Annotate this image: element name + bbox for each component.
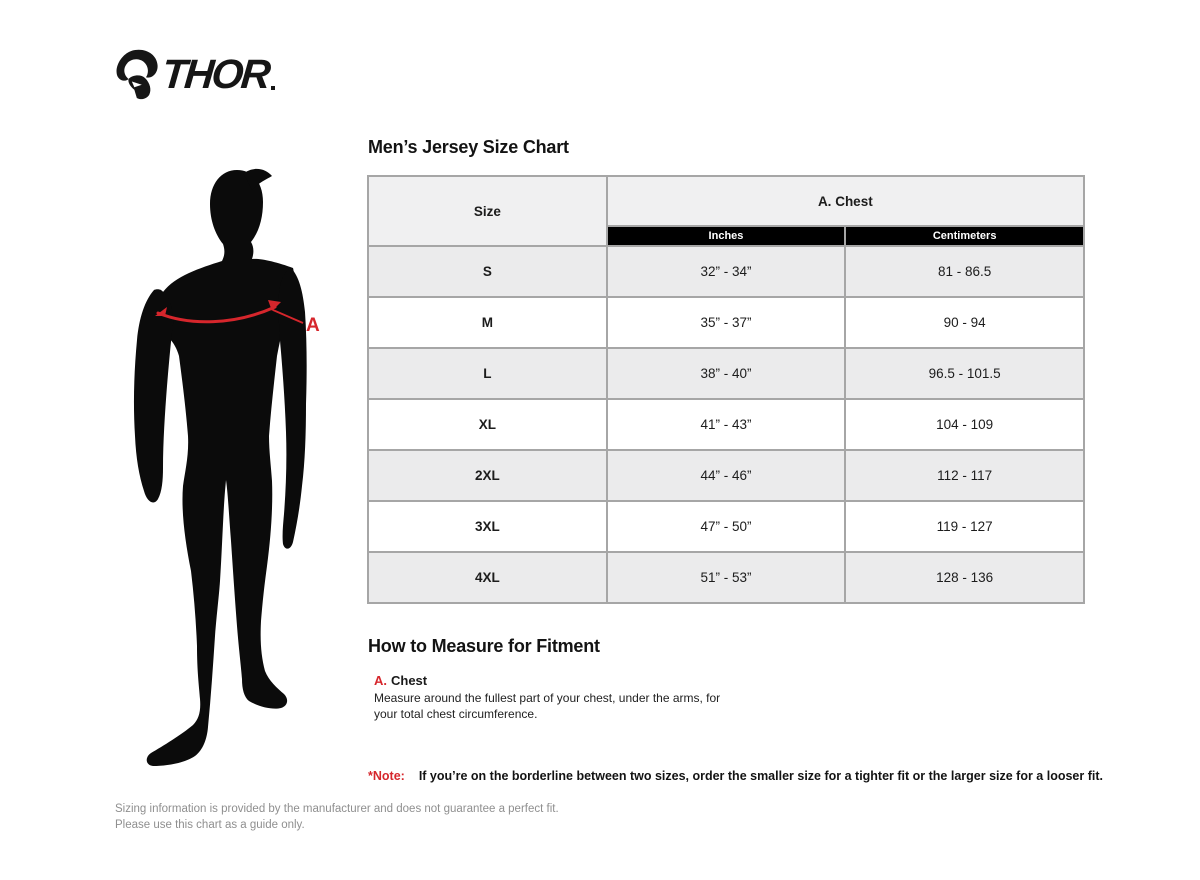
chest-group-header-cell: A. Chest [607,176,1084,226]
centimeters-unit-header: Centimeters [845,226,1084,246]
table-row-2xl [368,450,1084,501]
cm-cell: 81 - 86.5 [845,246,1084,297]
note-prefix: *Note: [368,769,405,783]
inches-unit-header: Inches [607,226,846,246]
table-row-4xl [368,552,1084,603]
size-cell: S [368,246,607,297]
size-cell: L [368,348,607,399]
measurement-label-a: A [306,315,320,336]
measure-key: A. [374,673,387,688]
size-chart-table [367,175,1085,604]
inches-cell: 47” - 50” [607,501,846,552]
table-row-xl [368,399,1084,450]
size-cell: M [368,297,607,348]
measure-description: Measure around the fullest part of your chest, under the arms, for your total chest circumference. [374,691,721,721]
size-cell: XL [368,399,607,450]
ram-head-icon [112,45,160,103]
size-chart-title: Men’s Jersey Size Chart [368,137,569,157]
size-cell: 3XL [368,501,607,552]
cm-cell: 96.5 - 101.5 [845,348,1084,399]
inches-cell: 44” - 46” [607,450,846,501]
disclaimer-line-1: Sizing information is provided by the manufacturer and does not guarantee a perfect fit. [115,803,559,815]
male-body-silhouette [105,150,335,790]
disclaimer [115,801,559,834]
inches-cell: 32” - 34” [607,246,846,297]
inches-cell: 51” - 53” [607,552,846,603]
table-row-s [368,246,1084,297]
size-header-cell: Size [368,176,607,246]
logo-wordmark: THOR [160,50,271,97]
logo-trademark-dot [271,86,275,90]
table-row-3xl [368,501,1084,552]
note-text: If you’re on the borderline between two sizes, order the smaller size for a tighter fit or the larger size for a looser fit. [418,769,1103,783]
note-line [368,769,1103,783]
size-cell: 4XL [368,552,607,603]
inches-cell: 38” - 40” [607,348,846,399]
thor-logo [112,44,275,104]
cm-cell: 128 - 136 [845,552,1084,603]
inches-cell: 41” - 43” [607,399,846,450]
cm-cell: 112 - 117 [845,450,1084,501]
disclaimer-line-2: Please use this chart as a guide only. [115,819,305,832]
cm-cell: 104 - 109 [845,399,1084,450]
table-row-l [368,348,1084,399]
measure-item-heading [374,673,734,688]
cm-cell: 90 - 94 [845,297,1084,348]
measure-item-chest [374,673,734,723]
body-silhouette-figure [105,150,335,790]
table-row-m [368,297,1084,348]
size-cell: 2XL [368,450,607,501]
cm-cell: 119 - 127 [845,501,1084,552]
measure-label: Chest [391,673,428,688]
inches-cell: 35” - 37” [607,297,846,348]
measure-section-title: How to Measure for Fitment [368,636,600,656]
